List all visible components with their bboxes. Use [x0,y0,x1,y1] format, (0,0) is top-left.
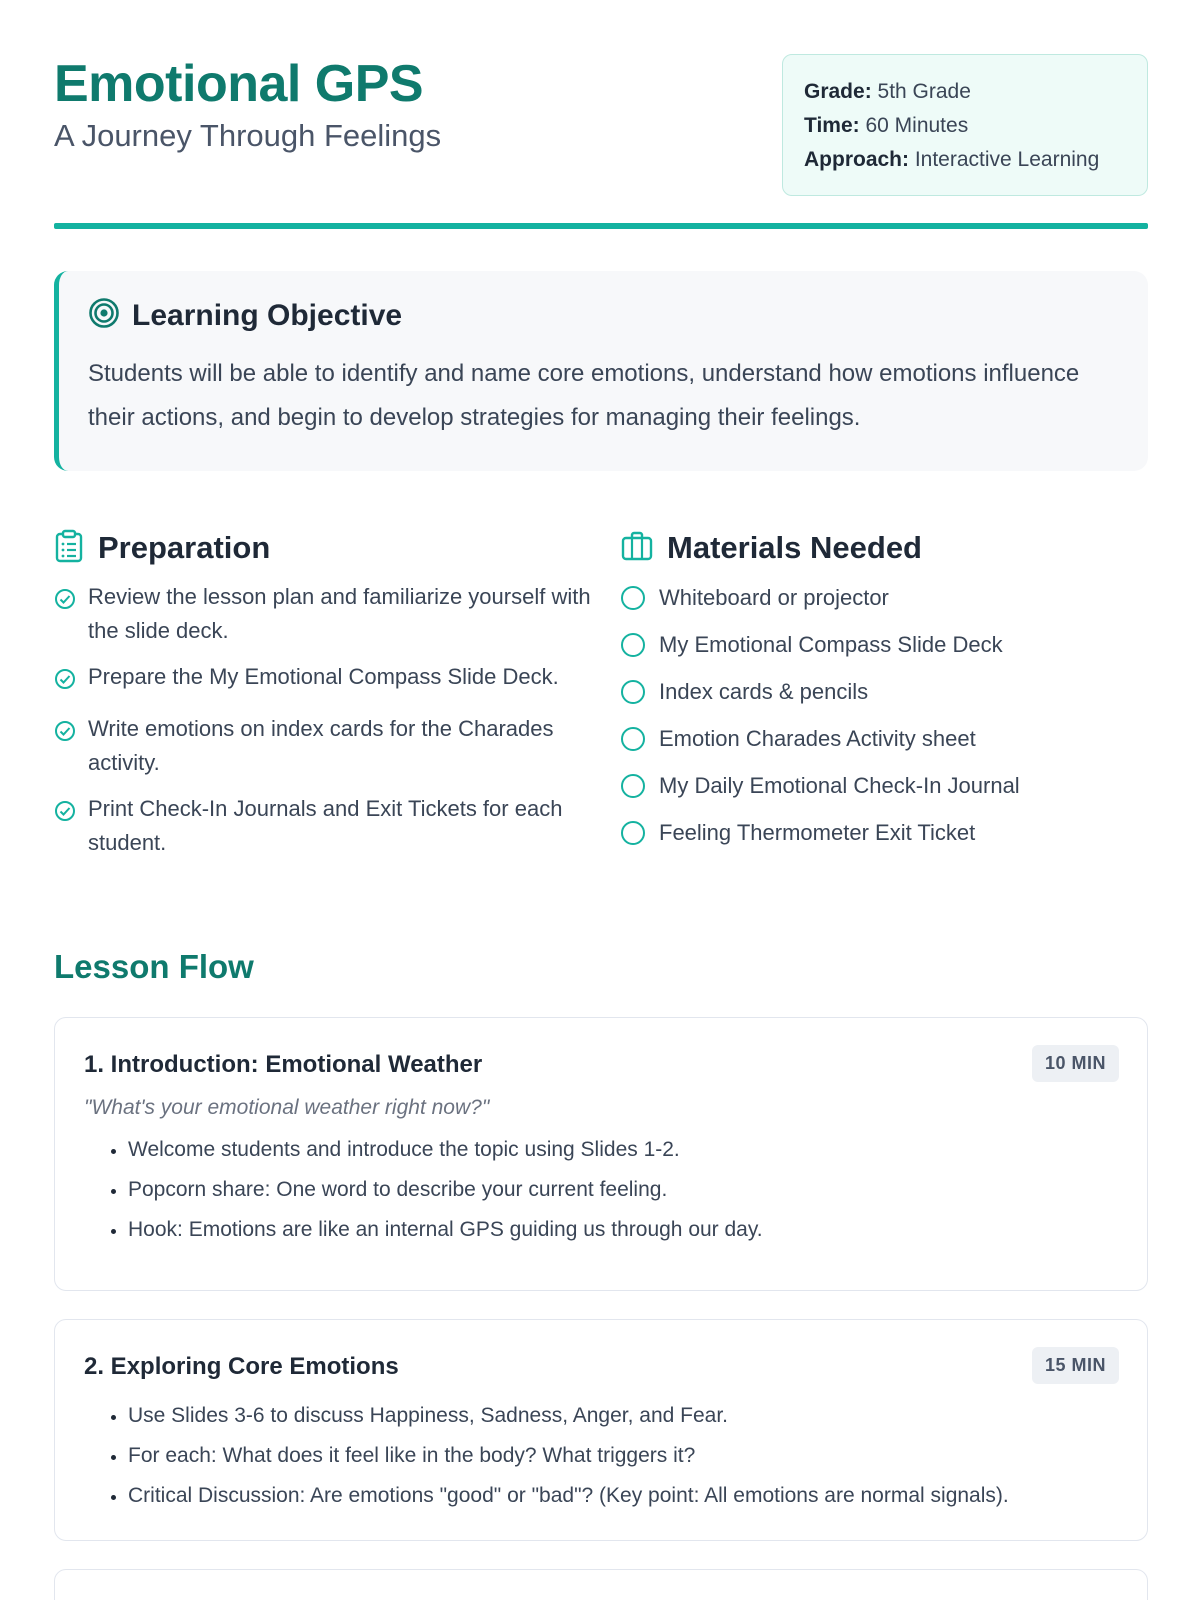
list-item: • Hook: Emotions are like an internal GPS guiding us through our day. [128,1210,1119,1250]
check-circle-icon [54,586,76,620]
meta-time: Time: 60 Minutes [804,114,969,137]
step-title: 1. Introduction: Emotional Weather [84,1051,483,1078]
duration-badge: 10 MIN [1032,1045,1119,1082]
check-circle-icon [54,718,76,752]
list-item: My Daily Emotional Check-In Journal [621,768,1148,804]
check-circle-icon [54,798,76,832]
meta-grade: Grade: 5th Grade [804,80,971,103]
clipboard-icon [54,529,84,568]
learning-objective-card [54,271,1148,471]
target-icon [88,297,120,334]
page-title: Emotional GPS [54,55,424,113]
preparation-list [54,580,594,860]
materials-title: Materials Needed [667,530,922,565]
lesson-flow-title: Lesson Flow [54,948,254,985]
objective-title: Learning Objective [132,298,403,332]
meta-approach: Approach: Interactive Learning [804,148,1100,171]
header [54,0,1148,230]
briefcase-icon [621,531,653,566]
list-item: • Critical Discussion: Are emotions "good" or "bad"? (Key point: All emotions are normal signals). [128,1476,1119,1516]
check-circle-icon [54,666,76,700]
list-item: Emotion Charades Activity sheet [621,721,1148,757]
circle-icon [621,821,645,845]
circle-icon [621,774,645,798]
list-item: • Popcorn share: One word to describe your current feeling. [128,1170,1119,1210]
step-quote: "What's your emotional weather right now?" [84,1096,490,1119]
lesson-meta-box [782,54,1148,196]
preparation-title: Preparation [98,530,271,565]
list-item: • Use Slides 3-6 to discuss Happiness, Sadness, Anger, and Fear. [128,1396,1119,1436]
circle-icon [621,680,645,704]
circle-icon [621,633,645,657]
prep-materials-section [54,526,1148,896]
list-item: Write emotions on index cards for the Charades activity. [54,712,594,780]
list-item: Feeling Thermometer Exit Ticket [621,815,1148,851]
circle-icon [621,586,645,610]
step-bullets [84,1130,1119,1250]
preparation-column [54,526,594,872]
list-item: My Emotional Compass Slide Deck [621,627,1148,663]
list-item: Review the lesson plan and familiarize yourself with the slide deck. [54,580,594,648]
step-title: 2. Exploring Core Emotions [84,1353,399,1380]
step-bullets [84,1396,1119,1516]
list-item: Print Check-In Journals and Exit Tickets for each student. [54,792,594,860]
duration-badge: 15 MIN [1032,1347,1119,1384]
lesson-step-card [54,1319,1148,1541]
list-item: Prepare the My Emotional Compass Slide Deck. [54,660,594,700]
materials-column [621,526,1148,862]
lesson-step-card [54,1017,1148,1291]
header-divider [54,223,1148,229]
list-item: • Welcome students and introduce the topic using Slides 1-2. [128,1130,1119,1170]
materials-list [621,580,1148,851]
lesson-step-card [54,1569,1148,1600]
list-item: Whiteboard or projector [621,580,1148,616]
objective-text: Students will be able to identify and name core emotions, understand how emotions influence their actions, and begin to develop strategies for managing their feelings. [88,360,1080,431]
list-item: • For each: What does it feel like in the body? What triggers it? [128,1436,1119,1476]
circle-icon [621,727,645,751]
lesson-plan-page [54,0,1148,1507]
list-item: Index cards & pencils [621,674,1148,710]
page-subtitle: A Journey Through Feelings [54,118,442,153]
